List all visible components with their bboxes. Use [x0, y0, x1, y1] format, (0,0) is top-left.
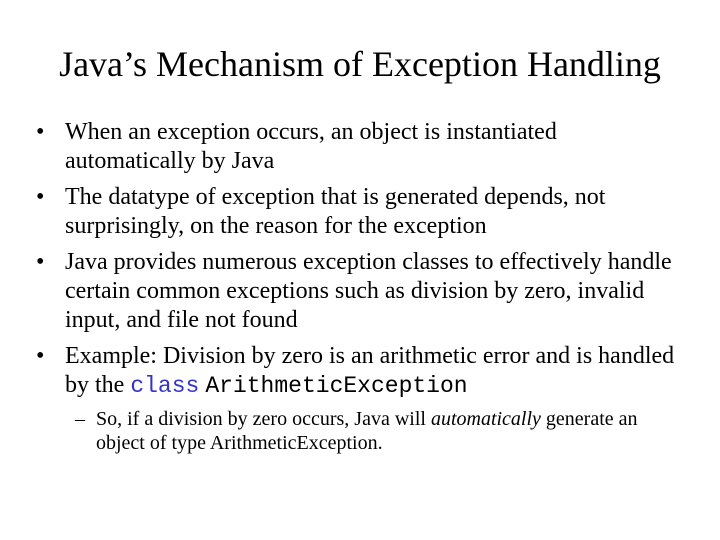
bullet-item	[36, 183, 686, 241]
sub-bullet-item	[65, 407, 686, 455]
bullet-marker: •	[36, 184, 45, 210]
sub-bullet-marker: –	[75, 408, 85, 430]
bullet-item	[36, 118, 686, 176]
bullet-item	[36, 342, 686, 455]
sub-bullet-list	[65, 407, 686, 455]
bullet-item	[36, 248, 686, 335]
slide-title: Java’s Mechanism of Exception Handling	[59, 44, 661, 84]
bullet-text: The datatype of exception that is generated depends, not surprisingly, on the reason for the exception	[65, 184, 606, 239]
code-keyword: class	[130, 373, 200, 399]
bullet-marker: •	[36, 119, 45, 145]
bullet-text: When an exception occurs, an object is instantiated automatically by Java	[65, 119, 557, 174]
bullet-marker: •	[36, 249, 45, 275]
bullet-marker: •	[36, 343, 45, 369]
sub-bullet-text: So, if a division by zero occurs, Java will	[96, 408, 431, 430]
bullet-text: Java provides numerous exception classes to effectively handle certain common exceptions such as division by zero, invalid input, and file not found	[65, 249, 672, 333]
sub-bullet-emphasis: automatically	[430, 408, 541, 430]
code-class-name: ArithmeticException	[205, 373, 468, 399]
bullet-text: Example: Division by zero is an arithmetic error and is handled by the	[65, 343, 675, 398]
sub-bullet-text-after: generate an object of type ArithmeticException.	[96, 408, 638, 454]
bullet-list	[36, 118, 686, 462]
